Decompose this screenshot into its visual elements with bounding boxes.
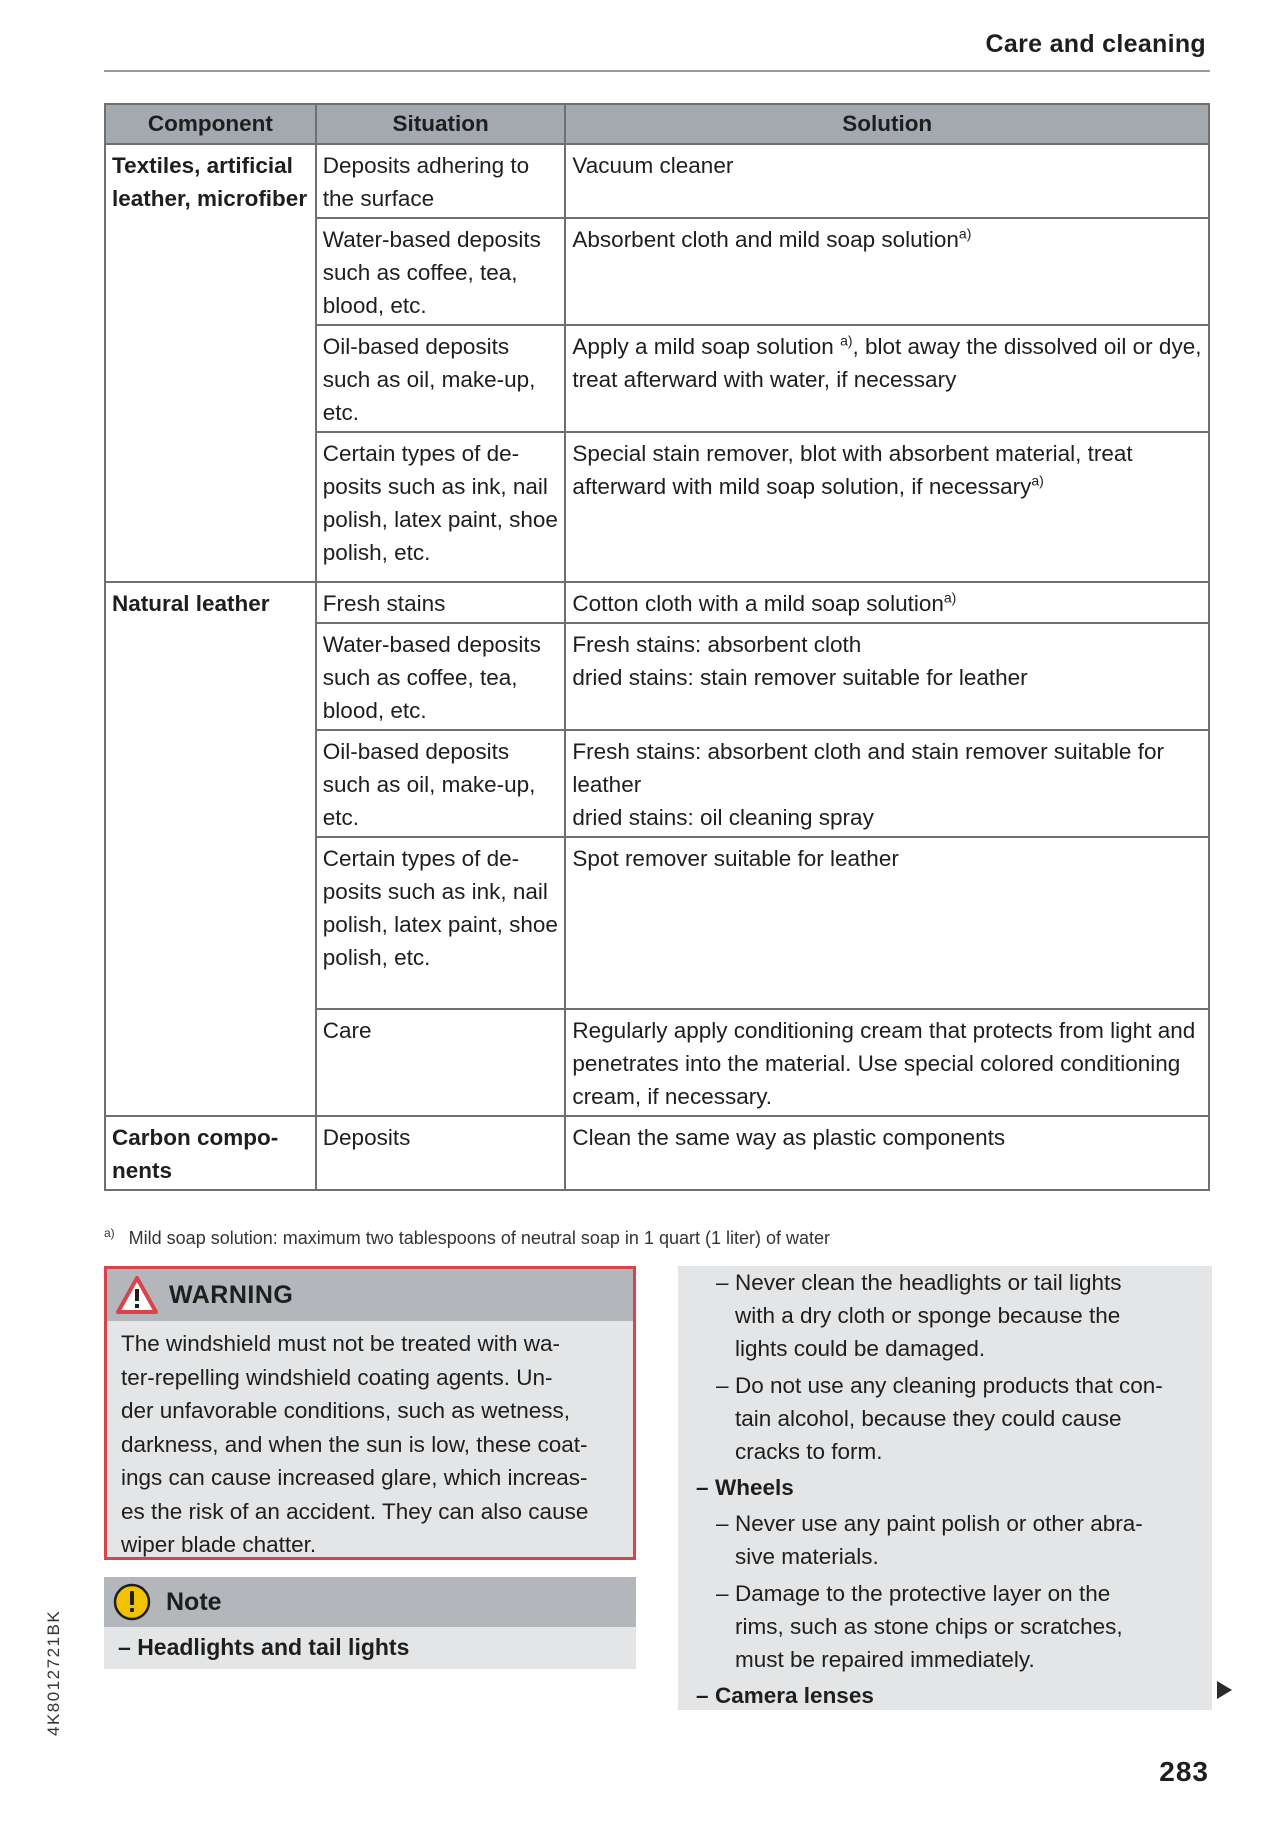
component-cell xyxy=(105,144,316,582)
list-line: Damage to the protective layer on the xyxy=(735,1581,1111,1606)
note-box xyxy=(104,1577,636,1669)
solution-line: dried stains: stain remover suitable for leather xyxy=(572,665,1028,690)
situation-cell: Water-based deposits such as coffee, tea, blood, etc. xyxy=(316,218,566,325)
list-item xyxy=(716,1266,1205,1365)
list-line: sive materials. xyxy=(735,1544,879,1569)
document-code: 4K8012721BK xyxy=(44,1609,63,1736)
solution-cell xyxy=(565,730,1209,837)
footnote-ref: a) xyxy=(943,589,957,606)
situation-cell: Certain types of de-posits such as ink, nail polish, latex paint, shoe polish, etc. xyxy=(316,837,566,1009)
list-item xyxy=(716,1507,1205,1573)
warning-line: darkness, and when the sun is low, these coat- xyxy=(121,1431,588,1457)
list-line: lights could be damaged. xyxy=(735,1336,986,1361)
note-title: Note xyxy=(166,1587,222,1616)
solution-cell: Spot remover suitable for leather xyxy=(565,837,1209,1009)
solution-text: Special stain remover, blot with absorbent material, treat afterward with mild soap solution, if necessary xyxy=(572,441,1133,499)
component-cell xyxy=(105,1116,316,1190)
solution-text: , blot away the dissolved oil or dye, treat afterward with water, if necessary xyxy=(572,334,1202,392)
footnote-mark: a) xyxy=(104,1226,115,1240)
column-header-component: Component xyxy=(105,104,316,144)
situation-cell: Deposits xyxy=(316,1116,566,1190)
list-dash: – xyxy=(696,1475,709,1500)
solution-text: Apply a mild soap solution xyxy=(572,334,841,359)
solution-cell xyxy=(565,623,1209,730)
column-header-solution: Solution xyxy=(565,104,1209,144)
list-line: tain alcohol, because they could cause xyxy=(735,1406,1122,1431)
situation-cell: Care xyxy=(316,1009,566,1116)
warning-line: ter-repelling windshield coating agents. Un- xyxy=(121,1364,553,1390)
footnote-ref: a) xyxy=(1031,472,1044,489)
list-item xyxy=(696,1471,794,1504)
solution-cell: Clean the same way as plastic components xyxy=(565,1116,1209,1190)
solution-cell xyxy=(565,432,1209,582)
solution-cell xyxy=(565,325,1209,432)
list-line: Never use any paint polish or other abra- xyxy=(735,1511,1143,1536)
footnote-ref: a) xyxy=(958,225,972,242)
warning-header xyxy=(107,1269,633,1321)
page-number: 283 xyxy=(1159,1756,1209,1787)
solution-cell: Vacuum cleaner xyxy=(565,144,1209,218)
warning-text xyxy=(107,1321,633,1562)
situation-cell: Oil-based deposits such as oil, make-up, etc. xyxy=(316,730,566,837)
warning-box xyxy=(104,1266,636,1560)
footnote xyxy=(104,1226,830,1249)
note-header xyxy=(104,1577,636,1627)
warning-line: der unfavorable conditions, such as wetness, xyxy=(121,1398,571,1423)
situation-cell: Certain types of de-posits such as ink, nail polish, latex paint, shoe polish, etc. xyxy=(316,432,566,582)
cleaning-table xyxy=(104,103,1210,1191)
section-title: Care and cleaning xyxy=(985,30,1206,58)
solution-line: Fresh stains: absorbent cloth and stain remover suitable for leather xyxy=(572,739,1164,797)
situation-cell: Deposits adhering to the surface xyxy=(316,144,566,218)
list-item xyxy=(696,1679,874,1712)
component-natural-leather: Natural leather xyxy=(112,591,270,616)
warning-triangle-icon xyxy=(115,1275,159,1315)
warning-title: WARNING xyxy=(169,1280,294,1309)
list-line: Do not use any cleaning products that con- xyxy=(735,1373,1163,1398)
list-dash: – xyxy=(118,1634,131,1660)
note-item-text: Headlights and tail lights xyxy=(137,1634,410,1660)
table-row xyxy=(105,144,1209,218)
component-cell xyxy=(105,582,316,1116)
solution-cell xyxy=(565,582,1209,623)
situation-cell: Oil-based deposits such as oil, make-up, etc. xyxy=(316,325,566,432)
warning-line: es the risk of an accident. They can also cause xyxy=(121,1498,589,1524)
solution-text: Absorbent cloth and mild soap solution xyxy=(572,227,959,252)
warning-line: The windshield must not be treated with wa- xyxy=(121,1331,560,1356)
list-heading-wheels: Wheels xyxy=(715,1475,794,1500)
list-line: with a dry cloth or sponge because the xyxy=(735,1303,1121,1328)
list-item xyxy=(716,1369,1205,1468)
table-row xyxy=(105,582,1209,623)
warning-line: ings can cause increased glare, which increas- xyxy=(121,1465,588,1490)
warning-line: wiper blade chatter. xyxy=(121,1532,317,1557)
solution-line: Fresh stains: absorbent cloth xyxy=(572,632,862,657)
note-item xyxy=(104,1627,636,1662)
header-divider xyxy=(104,70,1210,72)
note-continuation-panel xyxy=(678,1266,1212,1710)
component-carbon: Carbon compo-nents xyxy=(112,1125,279,1183)
list-dash: – xyxy=(716,1270,729,1295)
table-header-row xyxy=(105,104,1209,144)
solution-text: Cotton cloth with a mild soap solution xyxy=(572,591,944,616)
solution-cell: Regularly apply conditioning cream that protects from light and penetrates into the material. Use special colored conditioning cream, if necessary. xyxy=(565,1009,1209,1116)
list-dash: – xyxy=(716,1581,729,1606)
table-row xyxy=(105,1116,1209,1190)
solution-line: dried stains: oil cleaning spray xyxy=(572,805,874,830)
footnote-ref: a) xyxy=(840,332,853,349)
list-dash: – xyxy=(716,1373,729,1398)
situation-cell: Water-based deposits such as coffee, tea, blood, etc. xyxy=(316,623,566,730)
column-header-situation: Situation xyxy=(316,104,566,144)
footnote-text: Mild soap solution: maximum two tablespoons of neutral soap in 1 quart (1 liter) of water xyxy=(128,1228,831,1248)
list-dash: – xyxy=(716,1511,729,1536)
continue-arrow-icon xyxy=(1217,1681,1232,1699)
list-heading-camera: Camera lenses xyxy=(715,1683,874,1708)
list-item xyxy=(716,1577,1205,1676)
situation-cell: Fresh stains xyxy=(316,582,566,623)
exclamation-circle-icon xyxy=(112,1582,152,1622)
list-line: rims, such as stone chips or scratches, xyxy=(735,1614,1123,1639)
list-line: cracks to form. xyxy=(735,1439,883,1464)
list-line: Never clean the headlights or tail lights xyxy=(735,1270,1122,1295)
list-line: must be repaired immediately. xyxy=(735,1647,1035,1672)
solution-cell xyxy=(565,218,1209,325)
component-textiles: Textiles, artificial leather, microfiber xyxy=(112,153,308,211)
list-dash: – xyxy=(696,1683,709,1708)
